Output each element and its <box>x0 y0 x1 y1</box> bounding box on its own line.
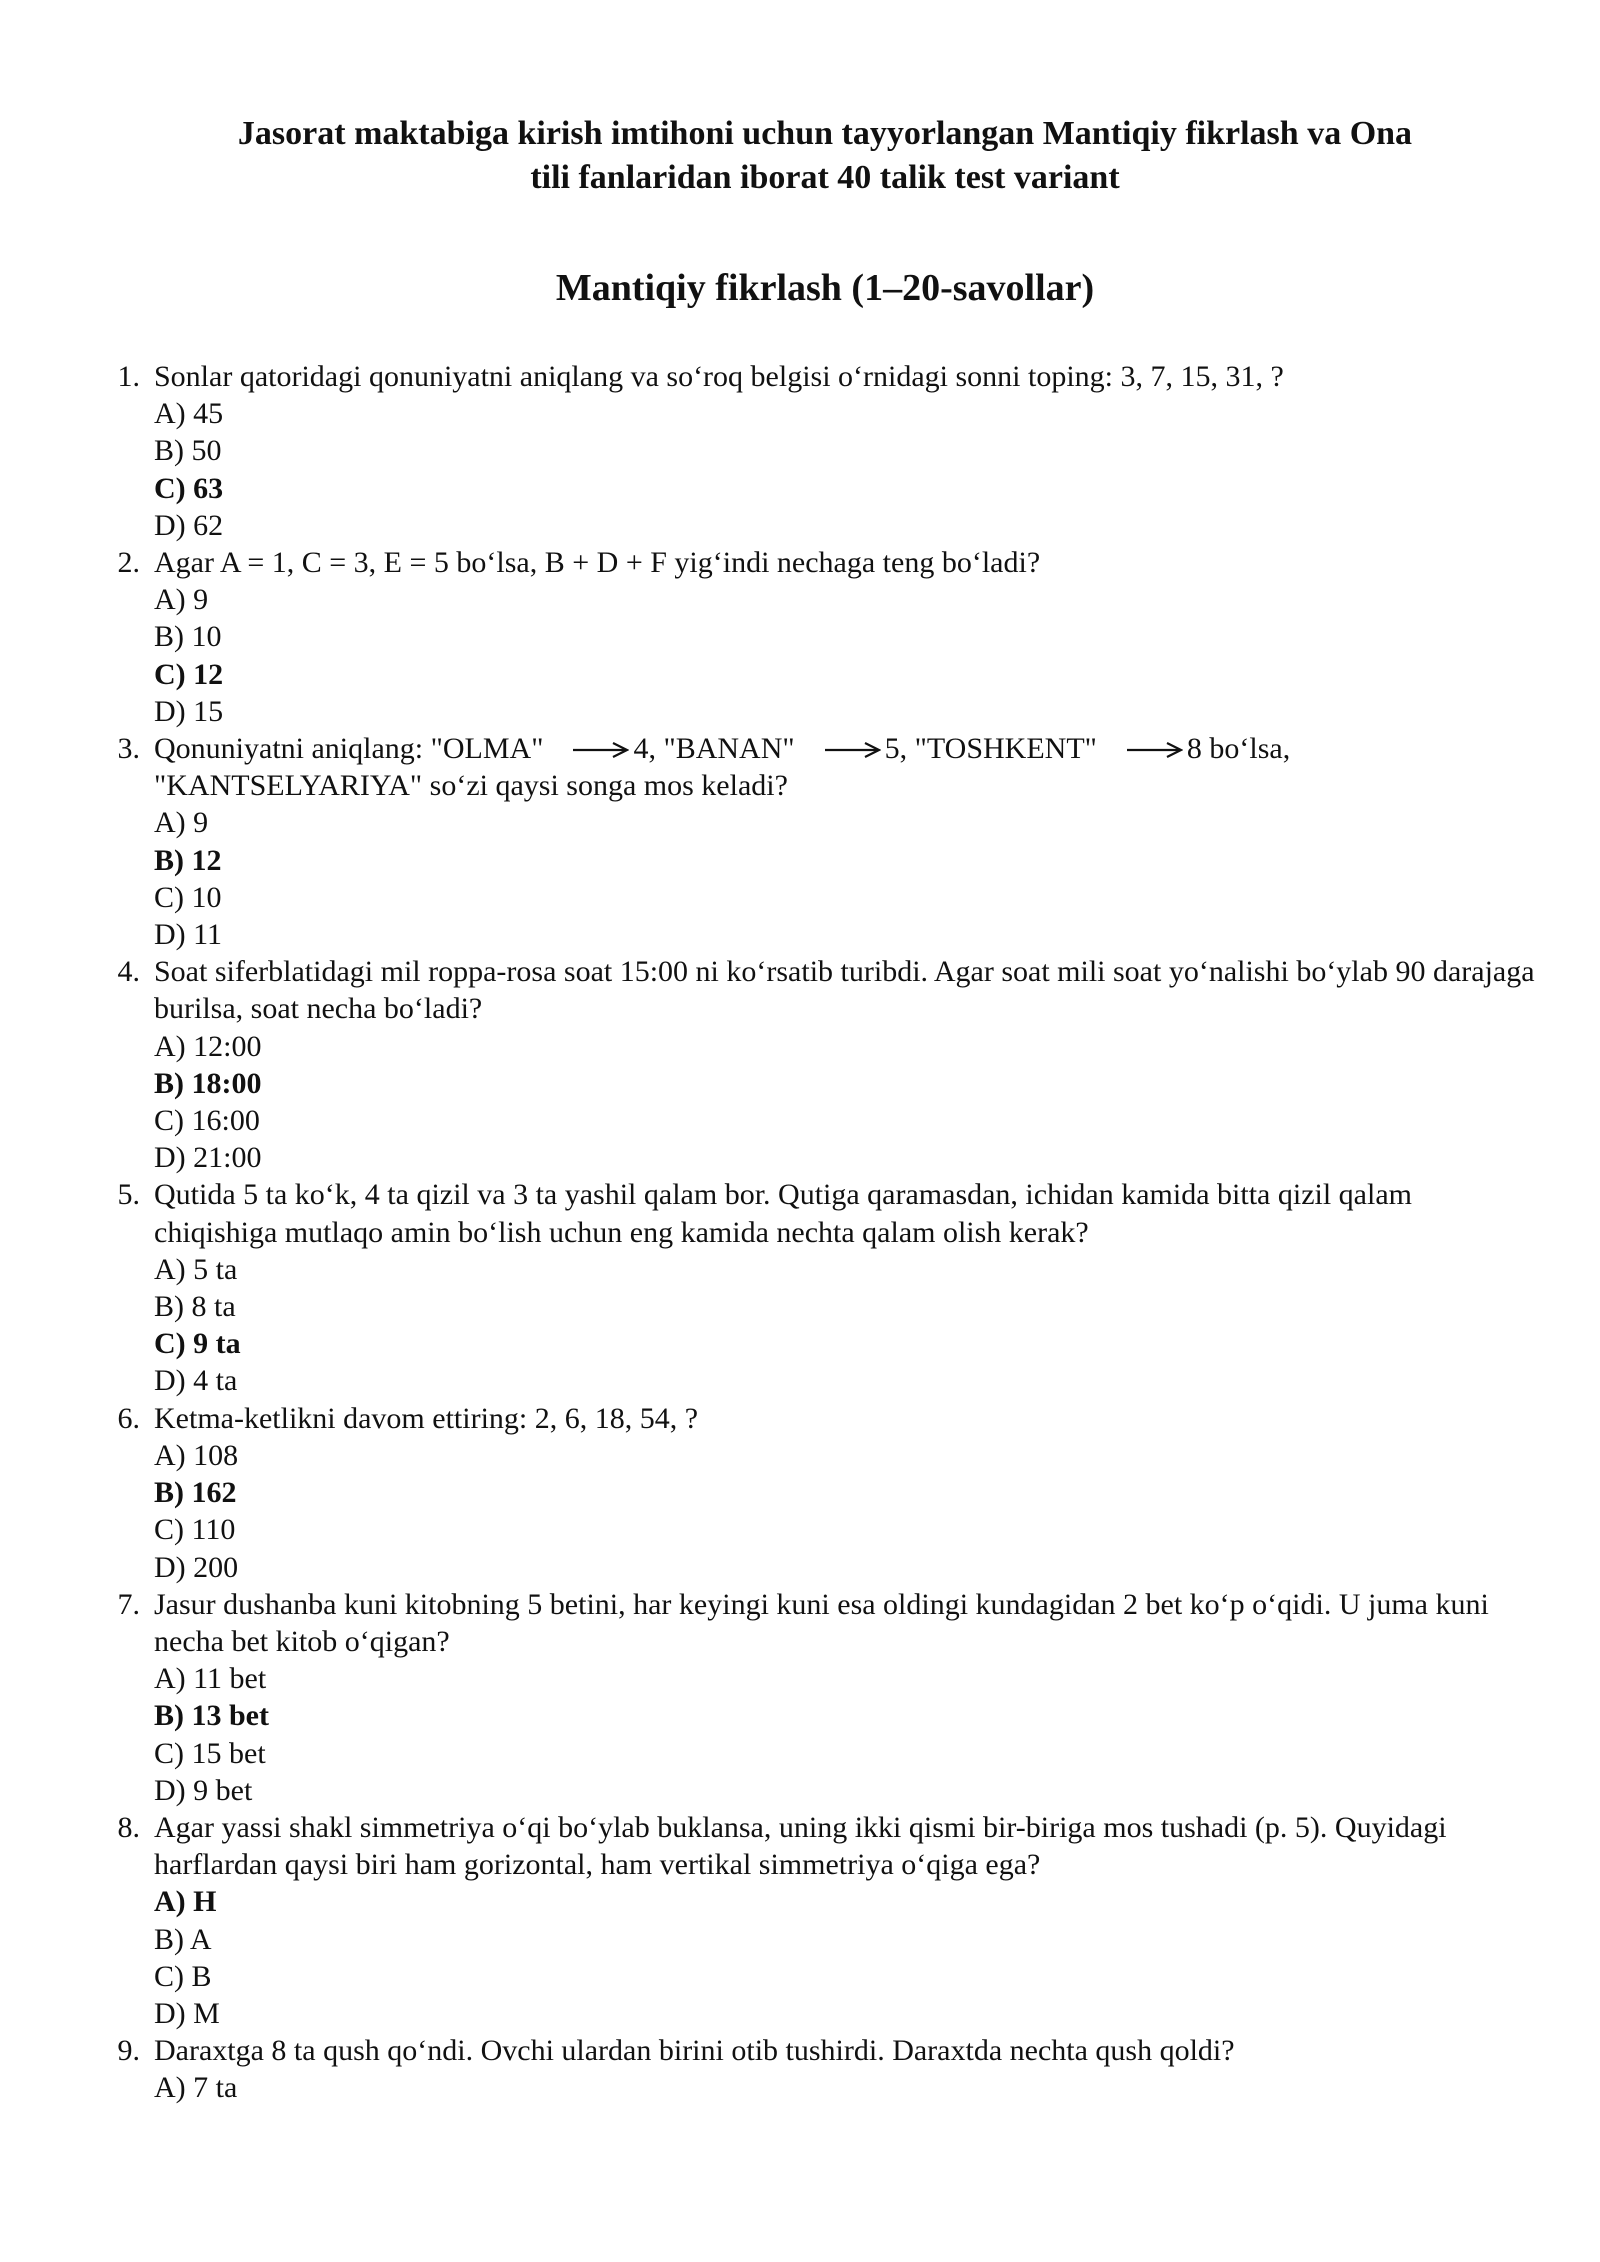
option-d: D) 62 <box>154 508 224 542</box>
question-number: 6. <box>117 1401 140 1435</box>
option-a: A) 45 <box>154 397 224 431</box>
question-list <box>100 358 1540 2107</box>
option-a: A) 5 ta <box>154 1252 238 1286</box>
question-text-part: 4, "BANAN" <box>633 732 795 766</box>
question-text: Soat siferblatidagi mil roppa-rosa soat 15:00 ni ko‘rsatib turibdi. Agar soat mili soat yo‘nalishi bo‘ylab 90 darajaga burilsa, soat necha bo‘ladi? <box>154 955 1535 1026</box>
question-text: Agar yassi shakl simmetriya o‘qi bo‘ylab buklansa, uning ikki qismi bir-biriga mos tushadi (p. 5). Quyidagi harflardan qaysi biri ham gorizontal, ham vertikal simmetriya o‘qiga ega? <box>154 1810 1447 1882</box>
question-number: 8. <box>117 1810 140 1844</box>
option-d: D) 11 <box>154 918 223 952</box>
question-text: Ketma-ketlikni davom ettiring: 2, 6, 18, 54, ? <box>154 1401 699 1435</box>
question-text <box>154 730 1540 767</box>
option-c: C) 15 bet <box>154 1736 266 1770</box>
option-b: B) 10 <box>154 620 222 654</box>
option-a: A) 9 <box>154 806 209 840</box>
option-c: C) 12 <box>154 657 224 691</box>
section-heading: Mantiqiy fikrlash (1–20-savollar) <box>555 267 1095 309</box>
question-text: Jasur dushanba kuni kitobning 5 betini, har keyingi kuni esa oldingi kundagidan 2 bet ko‘p o‘qidi. U juma kuni necha bet kitob o‘qigan? <box>154 1587 1489 1658</box>
option-b: B) 18:00 <box>154 1066 262 1100</box>
document-title-line-1: Jasorat maktabiga kirish imtihoni uchun tayyorlangan Mantiqiy fikrlash va Ona <box>237 115 1413 152</box>
option-a: A) 9 <box>154 583 209 617</box>
option-b: B) 12 <box>154 843 222 877</box>
question-4 <box>100 953 1540 1176</box>
question-text: Sonlar qatoridagi qonuniyatni aniqlang va so‘roq belgisi o‘rnidagi sonni toping: 3, 7, 15, 31, ? <box>154 360 1284 393</box>
question-number: 9. <box>117 2034 140 2068</box>
option-a: A) 7 ta <box>154 2071 238 2105</box>
option-b: B) 162 <box>154 1476 237 1510</box>
option-c: C) 10 <box>154 880 222 914</box>
question-1 <box>100 358 1540 544</box>
option-a: A) H <box>154 1885 217 1919</box>
option-d: D) 15 <box>154 694 224 728</box>
option-c: C) B <box>154 1959 212 1993</box>
option-d: D) M <box>154 1996 220 2030</box>
question-9 <box>100 2032 1540 2106</box>
question-text-part: 5, "TOSHKENT" <box>884 732 1097 766</box>
right-arrow-icon <box>573 740 629 760</box>
question-2 <box>100 544 1540 730</box>
option-b: B) 8 ta <box>154 1290 236 1324</box>
right-arrow-icon <box>1127 740 1183 760</box>
option-d: D) 21:00 <box>154 1141 262 1175</box>
question-7 <box>100 1586 1540 1809</box>
option-c: C) 16:00 <box>154 1104 260 1138</box>
question-text: Daraxtga 8 ta qush qo‘ndi. Ovchi ulardan birini otib tushirdi. Daraxtda nechta qush qoldi? <box>154 2034 1235 2068</box>
option-a: A) 12:00 <box>154 1029 262 1063</box>
question-text-line-2: "KANTSELYARIYA" so‘zi qaysi songa mos keladi? <box>154 769 788 803</box>
question-text: Agar A = 1, C = 3, E = 5 bo‘lsa, B + D + F yig‘indi nechaga teng bo‘ladi? <box>154 546 1041 580</box>
question-5 <box>100 1176 1540 1399</box>
option-b: B) 13 bet <box>154 1699 269 1733</box>
document-title <box>130 112 1520 200</box>
question-text-part: 8 bo‘lsa, <box>1186 732 1291 766</box>
option-d: D) 9 bet <box>154 1773 253 1807</box>
question-number: 2. <box>117 546 140 580</box>
option-c: C) 110 <box>154 1513 236 1547</box>
document-title-line-2: tili fanlaridan iborat 40 talik test variant <box>530 159 1120 196</box>
option-d: D) 200 <box>154 1550 239 1584</box>
question-8 <box>100 1809 1540 2032</box>
option-b: B) 50 <box>154 434 222 468</box>
question-number: 5. <box>117 1178 140 1212</box>
option-d: D) 4 ta <box>154 1364 238 1398</box>
question-number: 4. <box>117 955 140 989</box>
question-6 <box>100 1400 1540 1586</box>
right-arrow-icon <box>825 740 881 760</box>
question-number: 1. <box>117 360 140 393</box>
option-c: C) 9 ta <box>154 1327 241 1361</box>
option-a: A) 108 <box>154 1438 239 1472</box>
option-a: A) 11 bet <box>154 1662 267 1696</box>
question-3 <box>100 730 1540 953</box>
question-text: Qutida 5 ta ko‘k, 4 ta qizil va 3 ta yashil qalam bor. Qutiga qaramasdan, ichidan kamida bitta qizil qalam chiqishiga mutlaqo amin bo‘lish uchun eng kamida nechta qalam olish kerak? <box>154 1178 1412 1249</box>
option-b: B) A <box>154 1922 212 1956</box>
question-text-part: Qonuniyatni aniqlang: "OLMA" <box>154 732 544 766</box>
question-number: 7. <box>117 1587 140 1621</box>
option-c: C) 63 <box>154 471 224 505</box>
question-number: 3. <box>117 732 140 766</box>
